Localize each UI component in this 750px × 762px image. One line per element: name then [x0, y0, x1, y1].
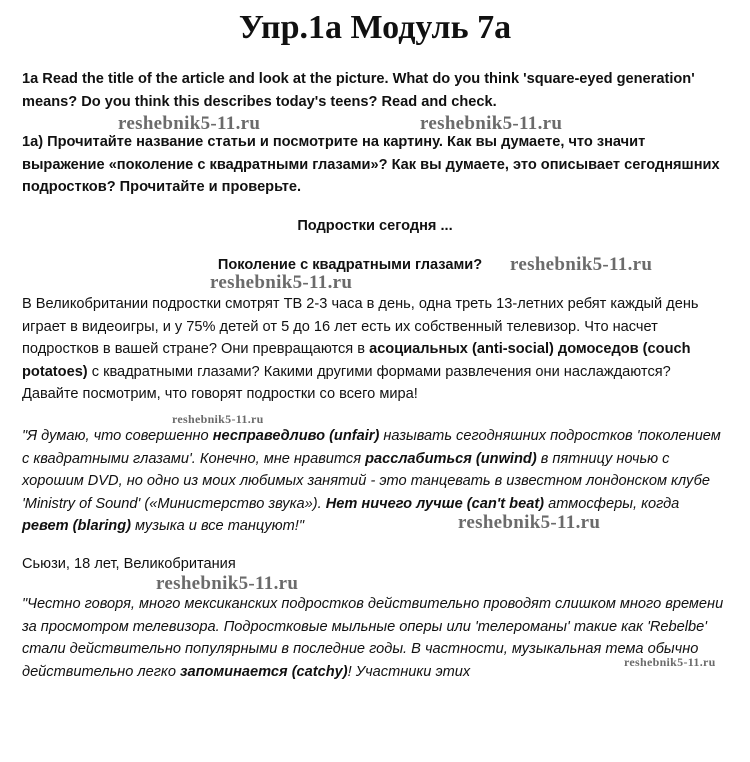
page-title: Упр.1а Модуль 7а — [238, 9, 512, 46]
quote-highlight: несправедливо (unfair) — [212, 428, 380, 444]
quote-mexico — [22, 593, 728, 683]
task-english: 1a Read the title of the article and look at the picture. What do you think 'square-eyed generation' means? Do you think this describes today's teens? Read and check. — [22, 71, 695, 110]
watermark: reshebnik5-11.ru — [210, 272, 353, 293]
watermark: reshebnik5-11.ru — [118, 113, 261, 134]
quote-highlight: ревет (blaring) — [22, 518, 131, 534]
intro-text: В Великобритании подростки смотрят ТВ 2-3 часа в день, одна треть 13-летних ребят каждый день играет в видеоигры, и у 75% детей от 5 до 16 лет есть их собственный телевизор. Что насчет подростков в вашей стране? Они превращаются в — [22, 296, 699, 357]
watermark: reshebnik5-11.ru — [510, 254, 653, 275]
quote-text: ! Участники этих — [347, 663, 471, 680]
watermark: reshebnik5-11.ru — [624, 655, 716, 669]
quote-highlight: запоминается (catchy) — [180, 663, 348, 680]
quote-text: атмосферы, когда — [544, 495, 680, 512]
quote-text: "Честно говоря, много мексиканских подростков действительно проводят слишком много времени за просмотром телевизора. Подростковые мыльные оперы или 'телероманы' такие как 'Rebelbe' стали действительно популярными в последние годы. В частности, музыкальная тема обычно действительно легко — [22, 596, 724, 680]
quote-text: "Я думаю, что совершенно — [22, 428, 213, 444]
quote-text: музыка и все танцуют!" — [131, 518, 305, 534]
article-subheading: Поколение с квадратными глазами? — [217, 257, 483, 273]
watermark: reshebnik5-11.ru — [156, 573, 299, 594]
watermark: reshebnik5-11.ru — [420, 113, 563, 134]
quote-highlight: Нет ничего лучше (can't beat) — [325, 495, 545, 512]
quote-suzy — [22, 425, 728, 538]
watermark: reshebnik5-11.ru — [172, 412, 264, 426]
author-suzy: Сьюзи, 18 лет, Великобритания — [22, 556, 236, 572]
intro-paragraph — [22, 293, 728, 406]
intro-text: с квадратными глазами? Какими другими формами развлечения они наслаждаются? Давайте посмотрим, что говорят подростки со всего мира! — [22, 363, 671, 402]
quote-text: в пятницу ночью с хорошим DVD, но одно из моих любимых занятий - это танцевать в известном лондонском клубе 'Ministry of Sound' («Министерство звука»). — [22, 450, 710, 512]
article-heading: Подростки сегодня ... — [297, 218, 453, 234]
watermark: reshebnik5-11.ru — [458, 512, 601, 533]
quote-text: называть сегодняшних подростков 'поколением с квадратными глазами'. Конечно, мне нравится — [22, 428, 721, 467]
task-russian: 1а) Прочитайте название статьи и посмотрите на картину. Как вы думаете, что значит выражение «поколение с квадратными глазами»? Как вы думаете, это описывает сегодняшних подростков? Прочитайте и проверьте. — [22, 134, 720, 195]
intro-highlight: асоциальных (anti-social) домоседов (couch potatoes) — [22, 341, 691, 380]
quote-highlight: расслабиться (unwind) — [365, 450, 537, 467]
